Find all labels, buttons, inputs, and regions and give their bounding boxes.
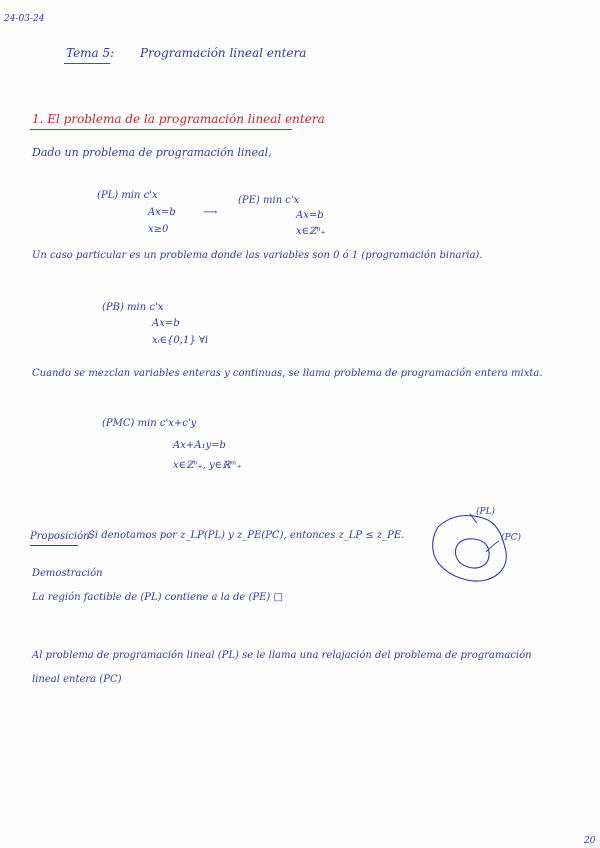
pb-constraint-2: xᵢ∈{0,1} ∀i xyxy=(152,335,209,346)
pe-objective: (PE) min c'x xyxy=(238,195,300,206)
pmc-constraint-2: x∈ℤⁿ₊, y∈ℝᵐ₊ xyxy=(173,460,242,471)
mixed-text: Cuando se mezclan variables enteras y continuas, se llama problema de programación entera mixta. xyxy=(32,368,543,379)
pe-constraint-1: Ax=b xyxy=(296,210,324,221)
binary-text: Un caso particular es un problema donde las variables son 0 ó 1 (programación binaria). xyxy=(32,250,483,261)
arrow: ⟶ xyxy=(203,207,218,218)
pl-constraint-2: x≥0 xyxy=(148,224,169,235)
proposition-text: Si denotamos por z_LP(PL) y z_PE(PC), entonces z_LP ≤ z_PE. xyxy=(88,530,405,541)
pl-objective: (PL) min c'x xyxy=(97,190,158,201)
intro-line: Dado un problema de programación lineal, xyxy=(32,146,272,159)
outer-region-pl xyxy=(433,516,507,582)
page-title: Programación lineal entera xyxy=(140,46,307,60)
title-prefix: Tema 5: xyxy=(66,46,115,60)
proof-label: Demostración xyxy=(32,568,103,579)
proposition-label: Proposición. xyxy=(30,531,93,542)
figure-label-pc: (PC) xyxy=(501,533,521,543)
inner-region-pc xyxy=(456,539,490,568)
figure-label-pl: (PL) xyxy=(476,507,496,517)
date: 24-03-24 xyxy=(4,14,45,24)
pmc-objective: (PMC) min c'x+c'y xyxy=(102,418,197,429)
relaxation-line-2: lineal entera (PC) xyxy=(32,674,122,685)
pe-constraint-2: x∈ℤⁿ₊ xyxy=(296,226,326,237)
pb-constraint-1: Ax=b xyxy=(152,318,180,329)
pmc-constraint-1: Ax+A₁y=b xyxy=(173,440,226,451)
section-heading: 1. El problema de la programación lineal entera xyxy=(32,112,325,126)
pl-constraint-1: Ax=b xyxy=(148,207,176,218)
proof-text: La región factible de (PL) contiene a la de (PE) □ xyxy=(32,592,283,603)
page-number: 20 xyxy=(584,836,596,846)
relaxation-line-1: Al problema de programación lineal (PL) se le llama una relajación del problema de programación xyxy=(32,650,532,661)
pb-objective: (PB) min c'x xyxy=(102,302,164,313)
